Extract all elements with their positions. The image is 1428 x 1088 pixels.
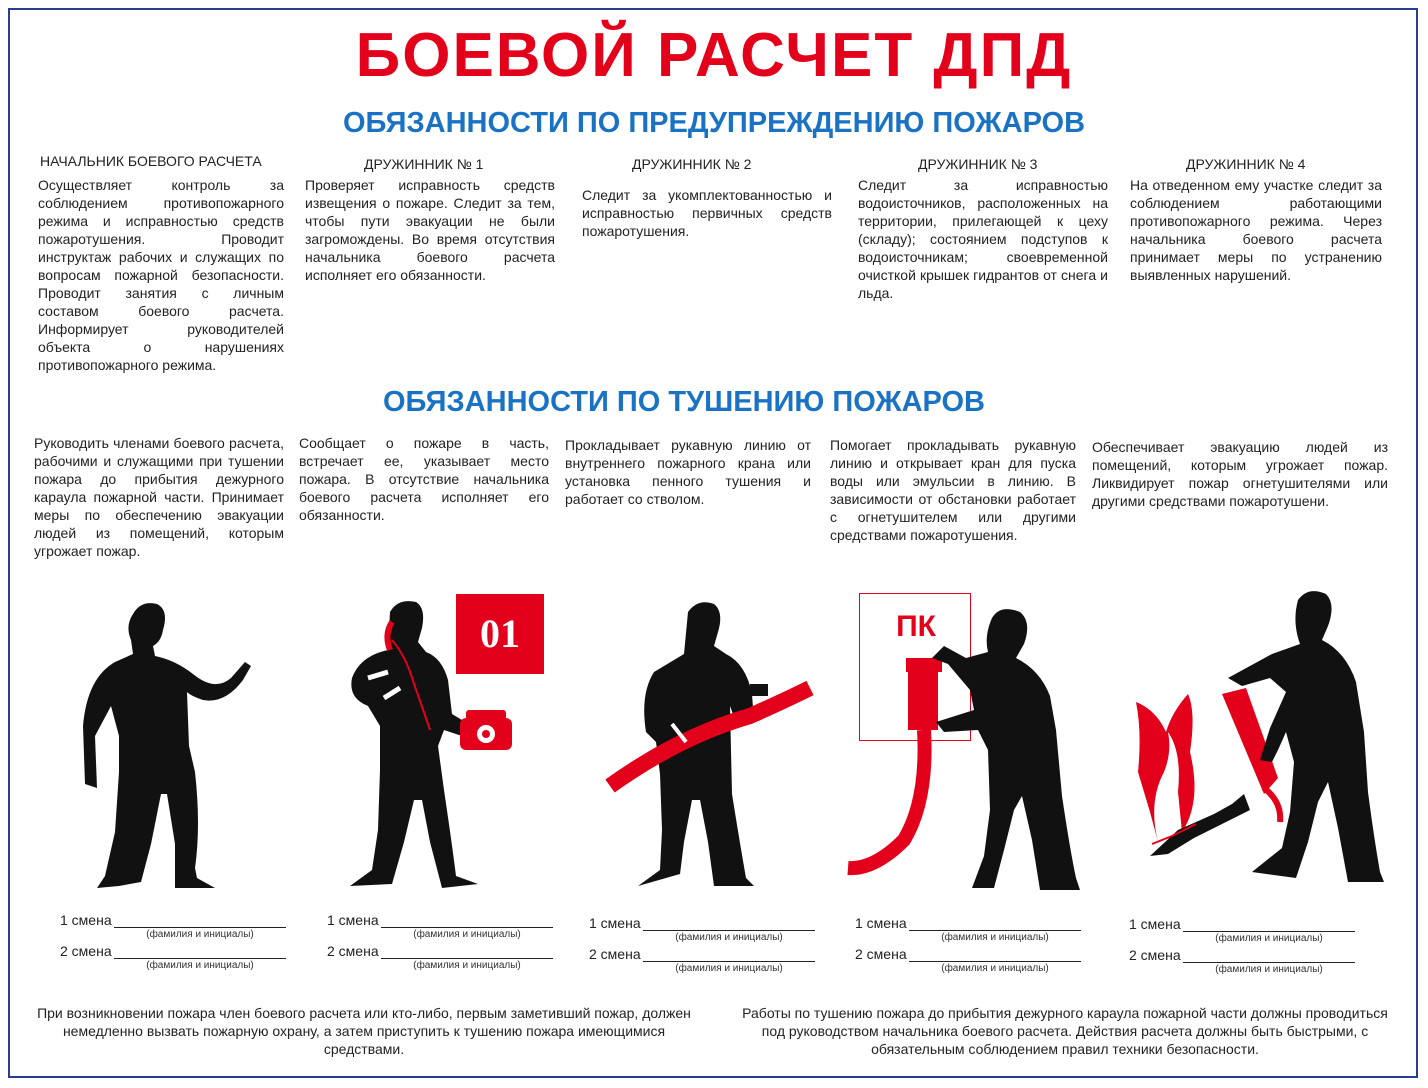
shift2-hint: (фамилия и инициалы) [413, 960, 521, 971]
emergency-number-sign [456, 594, 544, 674]
shift2-name-line[interactable] [114, 958, 286, 959]
shift2-row [60, 943, 290, 974]
hydrant-operator-silhouette [844, 600, 1084, 900]
extinguish-text-4: Обеспечивает эвакуацию людей из помещений, которым угрожает пожар. Ликвидирует пожар огнетушителями или другими средствами пожаротушени. [1092, 439, 1388, 509]
role-head-3: ДРУЖИННИК № 3 [918, 156, 1038, 172]
role-head-2: ДРУЖИННИК № 2 [632, 156, 752, 172]
shift1-label: 1 смена [60, 912, 112, 928]
emergency-number-text: 01 [480, 611, 520, 656]
shift2-row [1129, 947, 1359, 978]
shift-block-4 [1129, 916, 1359, 978]
shift-block-3 [855, 915, 1085, 977]
shift2-name-line[interactable] [1183, 962, 1355, 963]
extinguish-text-3: Помогает прокладывать рукавную линию и открывает кран для пуска воды или эмульсии в линию. В зависимости от обстановки работает с огнетушителем или другими средствами пожаротушения. [830, 437, 1076, 543]
shift2-hint: (фамилия и инициалы) [941, 963, 1049, 974]
shift2-name-line[interactable] [643, 961, 815, 962]
chief-silhouette [75, 596, 265, 896]
shift1-hint: (фамилия и инициалы) [146, 929, 254, 940]
shift2-name-line[interactable] [909, 961, 1081, 962]
prevention-text-1: Проверяет исправность средств извещения о пожаре. Следит за тем, чтобы пути эвакуации не были загромождены. Во время отсутствия начальника боевого расчета исполняет его обязанности. [305, 177, 555, 283]
shift2-row [855, 946, 1085, 977]
extinguish-text-chief: Руководить членами боевого расчета, рабочими и служащими при тушении пожара до прибытия дежурного караула пожарной части. Принимает меры по обеспечению эвакуации людей из помещений, которым угрожает пожар. [34, 435, 284, 559]
shift-block-chief [60, 912, 290, 974]
shift2-name-line[interactable] [381, 958, 553, 959]
shift1-row [855, 915, 1085, 946]
shift2-label: 2 смена [589, 946, 641, 962]
shift1-label: 1 смена [855, 915, 907, 931]
extinguisher-operator-silhouette [1132, 582, 1392, 892]
shift1-name-line[interactable] [381, 927, 553, 928]
role-head-chief: НАЧАЛЬНИК БОЕВОГО РАСЧЕТА [40, 153, 262, 169]
shift1-label: 1 смена [589, 915, 641, 931]
prevention-text-2: Следит за укомплектованностью и исправностью первичных средств пожаротушения. [582, 187, 832, 239]
role-head-4: ДРУЖИННИК № 4 [1186, 156, 1306, 172]
shift2-label: 2 смена [855, 946, 907, 962]
prevention-text-chief: Осуществляет контроль за соблюдением противопожарного режима и исправностью средств пожаротушения. Проводит инструктаж рабочих и служащих по вопросам пожарной безопасности. Проводит занятия с личным составом боевого расчета. Информирует руководителей объекта о нарушениях противопожарного режима. [38, 177, 284, 373]
poster-title: БОЕВОЙ РАСЧЕТ ДПД [355, 21, 1073, 90]
role-head-1: ДРУЖИННИК № 1 [364, 156, 484, 172]
shift1-row [1129, 916, 1359, 947]
section-title-extinguish: ОБЯЗАННОСТИ ПО ТУШЕНИЮ ПОЖАРОВ [383, 386, 985, 418]
footer-note-left: При возникновении пожара член боевого расчета или кто-либо, первым заметивший пожар, должен немедленно вызвать пожарную охрану, а затем приступить к тушению пожара имеющимися средствами. [37, 1005, 691, 1057]
shift1-label: 1 смена [327, 912, 379, 928]
shift1-hint: (фамилия и инициалы) [941, 932, 1049, 943]
shift1-row [60, 912, 290, 943]
shift1-name-line[interactable] [1183, 931, 1355, 932]
shift1-row [589, 915, 819, 946]
shift1-hint: (фамилия и инициалы) [413, 929, 521, 940]
shift1-hint: (фамилия и инициалы) [1215, 933, 1323, 944]
hose-operator-silhouette [610, 594, 810, 894]
shift2-row [327, 943, 557, 974]
shift2-label: 2 смена [327, 943, 379, 959]
extinguish-text-1: Сообщает о пожаре в часть, встречает ее, указывает место пожара. В отсутствие начальника боевого расчета исполняет его обязанности. [299, 435, 549, 523]
shift2-row [589, 946, 819, 977]
shift1-name-line[interactable] [114, 927, 286, 928]
shift1-row [327, 912, 557, 943]
extinguish-text-2: Прокладывает рукавную линию от внутреннего пожарного крана или установка пенного тушения и работает со стволом. [565, 437, 811, 507]
shift1-name-line[interactable] [643, 930, 815, 931]
footer-note-right: Работы по тушению пожара до прибытия дежурного караула пожарной части должны проводиться под руководством начальника боевого расчета. Действия расчета должны быть быстрыми, с обязательным соблюдением правил техники безопасности. [742, 1005, 1388, 1057]
hydrant-label: ПК [896, 610, 936, 643]
shift1-hint: (фамилия и инициалы) [675, 932, 783, 943]
prevention-text-4: На отведенном ему участке следит за соблюдением работающими противопожарного режима. Через начальника боевого расчета принимает меры по устранению выявленных нарушений. [1130, 177, 1382, 283]
shift2-hint: (фамилия и инициалы) [1215, 964, 1323, 975]
shift-block-2 [589, 915, 819, 977]
shift-block-1 [327, 912, 557, 974]
shift1-name-line[interactable] [909, 930, 1081, 931]
shift2-label: 2 смена [1129, 947, 1181, 963]
shift2-hint: (фамилия и инициалы) [675, 963, 783, 974]
section-title-prevention: ОБЯЗАННОСТИ ПО ПРЕДУПРЕЖДЕНИЮ ПОЖАРОВ [342, 107, 1086, 139]
shift1-label: 1 смена [1129, 916, 1181, 932]
shift2-hint: (фамилия и инициалы) [146, 960, 254, 971]
shift2-label: 2 смена [60, 943, 112, 959]
prevention-text-3: Следит за исправностью водоисточников, расположенных на территории, прилегающей к цеху (складу); состоянием подступов к водоисточникам; своевременной очисткой крышек гидрантов от снега и льда. [858, 177, 1108, 301]
